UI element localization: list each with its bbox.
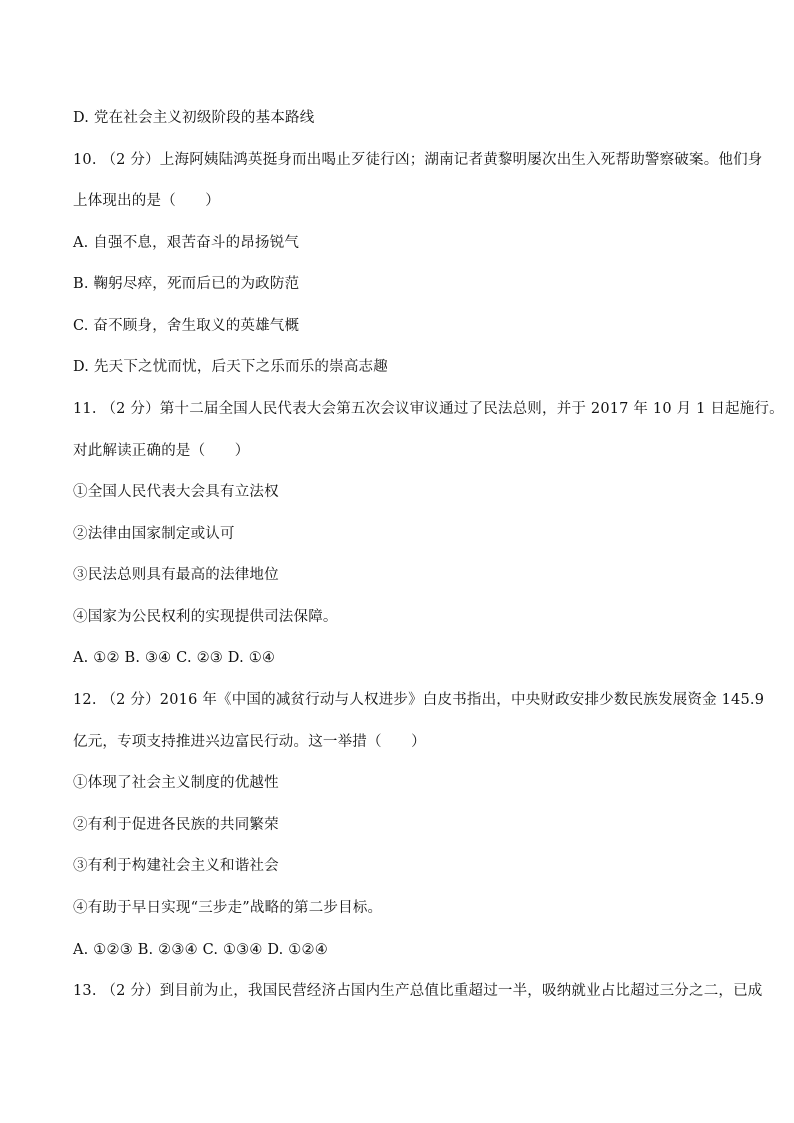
q10-option-c: C. 奋不顾身，舍生取义的英雄气概 (73, 318, 300, 334)
q12-item-3: ③有利于构建社会主义和谐社会 (73, 858, 279, 874)
q11-options: A. ①② B. ③④ C. ②③ D. ①④ (73, 650, 276, 666)
q11-stem-line1: 11. （2 分）第十二届全国人民代表大会第五次会议审议通过了民法总则，并于 2017 年 10 月 1 日起施行。 (73, 401, 784, 417)
q10-option-a: A. 自强不息，艰苦奋斗的昂扬锐气 (73, 235, 300, 251)
q12-options: A. ①②③ B. ②③④ C. ①③④ D. ①②④ (73, 942, 328, 958)
q10-option-b: B. 鞠躬尽瘁，死而后已的为政防范 (73, 276, 300, 292)
q10-stem-line2: 上体现出的是（ ） (73, 193, 220, 209)
q11-item-2: ②法律由国家制定或认可 (73, 526, 235, 542)
q13-stem-line1: 13. （2 分）到目前为止，我国民营经济占国内生产总值比重超过一半，吸纳就业占比超过三分之二，已成 (73, 983, 763, 999)
q9-option-d: D. 党在社会主义初级阶段的基本路线 (73, 110, 315, 126)
q12-item-4: ④有助于早日实现“三步走”战略的第二步目标。 (73, 900, 383, 916)
q12-item-1: ①体现了社会主义制度的优越性 (73, 775, 279, 791)
q11-item-3: ③民法总则具有最高的法律地位 (73, 567, 279, 583)
q11-item-4: ④国家为公民权利的实现提供司法保障。 (73, 609, 338, 625)
q11-stem-line2: 对此解读正确的是（ ） (73, 443, 250, 459)
q10-stem-line1: 10. （2 分）上海阿姨陆鸿英挺身而出喝止歹徒行凶；湖南记者黄黎明屡次出生入死帮助警察破案。他们身 (73, 152, 763, 168)
q12-item-2: ②有利于促进各民族的共同繁荣 (73, 817, 279, 833)
q12-stem-line2: 亿元，专项支持推进兴边富民行动。这一举措（ ） (73, 734, 426, 750)
q10-option-d: D. 先天下之忧而忧，后天下之乐而乐的崇高志趣 (73, 359, 388, 375)
q11-item-1: ①全国人民代表大会具有立法权 (73, 484, 279, 500)
q12-stem-line1: 12. （2 分）2016 年《中国的减贫行动与人权进步》白皮书指出，中央财政安排少数民族发展资金 145.9 (73, 692, 765, 708)
